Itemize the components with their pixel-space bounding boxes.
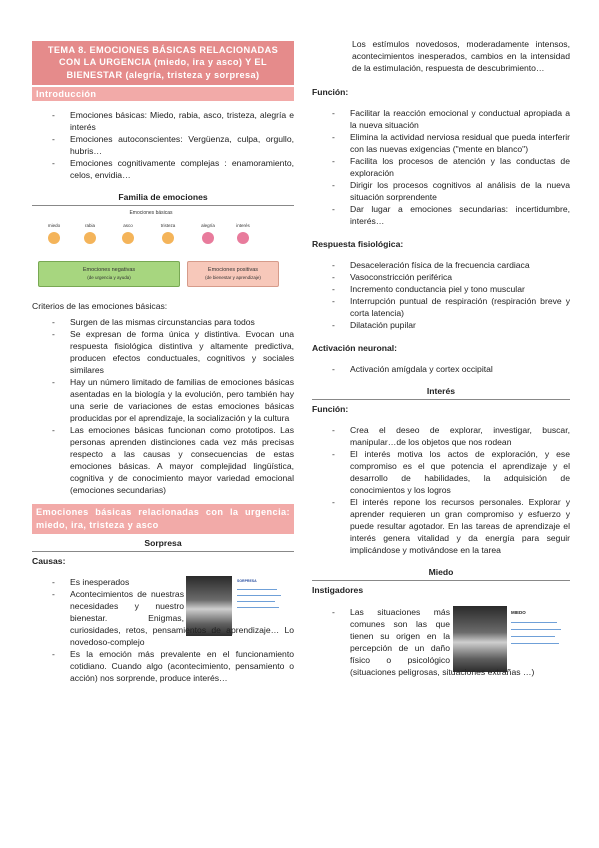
section-heading-urgencia: Emociones básicas relacionadas con la urgencia: miedo, ira, tristeza y asco xyxy=(32,504,294,534)
miedo-photo-caption: MIEDO xyxy=(511,610,567,644)
face-alegria-icon: alegría xyxy=(202,232,214,244)
list-item: - Incremento conductancia piel y tono muscular xyxy=(350,283,570,295)
face-asco-icon: asco xyxy=(122,232,134,244)
sorpresa-cont-text: Los estímulos novedosos, moderadamente intensos, acontecimientos inesperados, cambios en la intensidad de la estimulación, respuesta de descubrimiento… xyxy=(352,39,570,73)
list-item: - Se expresan de forma única y distintiva. Evocan una respuesta fisiológica distintiva y altamente predictiva, producen efectos conductuales, cognitivos y sociales similares xyxy=(70,328,294,376)
funcion2-list xyxy=(312,424,570,556)
funcion-list xyxy=(312,107,570,227)
list-item: - Dirigir los procesos cognitivos al análisis de la nueva situación sorprendente xyxy=(350,179,570,203)
face-tristeza-icon: tristeza xyxy=(162,232,174,244)
left-column xyxy=(32,0,294,684)
list-item: - Dilatación pupilar xyxy=(350,319,570,331)
list-item: - El interés motiva los actos de exploración, y ese compromiso es el que potencia el aprendizaje y el desarrollo de habilidades, la adquisición de conocimientos y los logros xyxy=(350,448,570,496)
right-column xyxy=(312,0,570,678)
list-item: - Acontecimientos de nuestras necesidades y nuestro bienestar. Enigmas, curiosidades, retos, pensamientos de aprendizaje… Lo novedoso-complejo xyxy=(70,588,294,648)
neuro-heading: Activación neuronal: xyxy=(312,343,397,353)
list-item: - Emociones autoconscientes: Vergüenza, culpa, orgullo, hubris… xyxy=(70,133,294,157)
interes-heading: Interés xyxy=(312,385,570,400)
list-item: - Surgen de las mismas circunstancias para todos xyxy=(70,316,294,328)
list-item: - Emociones básicas: Miedo, rabia, asco, tristeza, alegría e interés xyxy=(70,109,294,133)
list-item: - Las emociones básicas funcionan como prototipos. Las personas aprenden distinciones cada vez más precisas respecto a las causas y consecuencias de estas emociones básicas. A mayor complejidad lingüística, cognitiva y de conocimiento mayor variedad emocional (emociones secundarias) xyxy=(70,424,294,496)
page-title: TEMA 8. EMOCIONES BÁSICAS RELACIONADAS CON LA URGENCIA (miedo, ira y asco) Y EL BIENESTAR (alegría, tristeza y sorpresa) xyxy=(32,41,294,85)
fisio-list xyxy=(312,259,570,331)
familia-heading: Familia de emociones xyxy=(32,191,294,206)
list-item: - El interés repone los recursos personales. Explorar y aprender requieren un gran compromiso y esfuerzo y puede resultar agotador. En las tareas de aprendizaje el interés genera vitalidad y da energía para seguir implicándose y motivándose en la tarea xyxy=(350,496,570,556)
causas-heading: Causas: xyxy=(32,556,66,567)
neuro-list xyxy=(312,363,570,375)
list-item: - Es la emoción más prevalente en el funcionamiento cotidiano. Cuando algo (acontecimiento, pensamiento o acción) nos sorprende, produce interés… xyxy=(70,648,294,684)
face-rabia-icon: rabia xyxy=(84,232,96,244)
criterios-heading: Criterios de las emociones básicas: xyxy=(32,301,168,312)
fisio-heading: Respuesta fisiológica: xyxy=(312,239,404,249)
instigadores-heading: Instigadores xyxy=(312,585,364,595)
funcion2-heading: Función: xyxy=(312,404,349,414)
causas-block xyxy=(32,576,294,684)
diagram-top-label: Emociones básicas xyxy=(129,210,173,217)
miedo-heading: Miedo xyxy=(312,566,570,581)
list-item: - Facilita los procesos de atención y las conductas de exploración xyxy=(350,155,570,179)
instigadores-list xyxy=(312,606,570,678)
sorpresa-photo-caption: SORPRESA xyxy=(237,578,287,608)
list-item: - Activación amígdala y cortex occipital xyxy=(350,363,570,375)
criterios-list xyxy=(32,316,294,496)
instigadores-block xyxy=(312,606,570,678)
causas-list xyxy=(32,576,294,684)
intro-list xyxy=(32,109,294,181)
list-item: - Desaceleración física de la frecuencia cardiaca xyxy=(350,259,570,271)
face-miedo-icon: miedo xyxy=(48,232,60,244)
list-item: - Crea el deseo de explorar, investigar, buscar, manipular…de los objetos que nos rodean xyxy=(350,424,570,448)
list-item: - Vasoconstricción periférica xyxy=(350,271,570,283)
list-item: - Dar lugar a emociones secundarias: incertidumbre, interés… xyxy=(350,203,570,227)
list-item: - Elimina la actividad nerviosa residual que pueda interferir con las nuevas exigencias ("mente en blanco") xyxy=(350,131,570,155)
list-item: - Emociones cognitivamente complejas : enamoramiento, celos, envidia… xyxy=(70,157,294,181)
section-heading-introduccion: Introducción xyxy=(32,87,294,102)
list-item: - Hay un número limitado de familias de emociones básicas asentadas en la biología y la evolución, pero también hay una serie de variaciones de estas emociones básicas producidas por el aprendizaje, la socialización y la cultura xyxy=(70,376,294,424)
list-item: - Las situaciones más comunes son las que tienen su origen en la percepción de un daño físico o psicológico (situaciones peligrosas, situaciones extrañas …) xyxy=(350,606,570,678)
funcion-heading: Función: xyxy=(312,87,349,97)
positive-emotions-box: Emociones positivas (de bienestar y aprendizaje) xyxy=(187,261,279,287)
negative-emotions-box: Emociones negativas (de urgencia y ayuda) xyxy=(38,261,180,287)
list-item: - Interrupción puntual de respiración (respiración breve y corta latencia) xyxy=(350,295,570,319)
face-interes-icon: interés xyxy=(237,232,249,244)
emotion-family-diagram xyxy=(32,210,294,290)
list-item: - Facilitar la reacción emocional y conductual apropiada a la nueva situación xyxy=(350,107,570,131)
list-item: - Es inesperados xyxy=(70,576,180,588)
sorpresa-heading: Sorpresa xyxy=(32,537,294,552)
